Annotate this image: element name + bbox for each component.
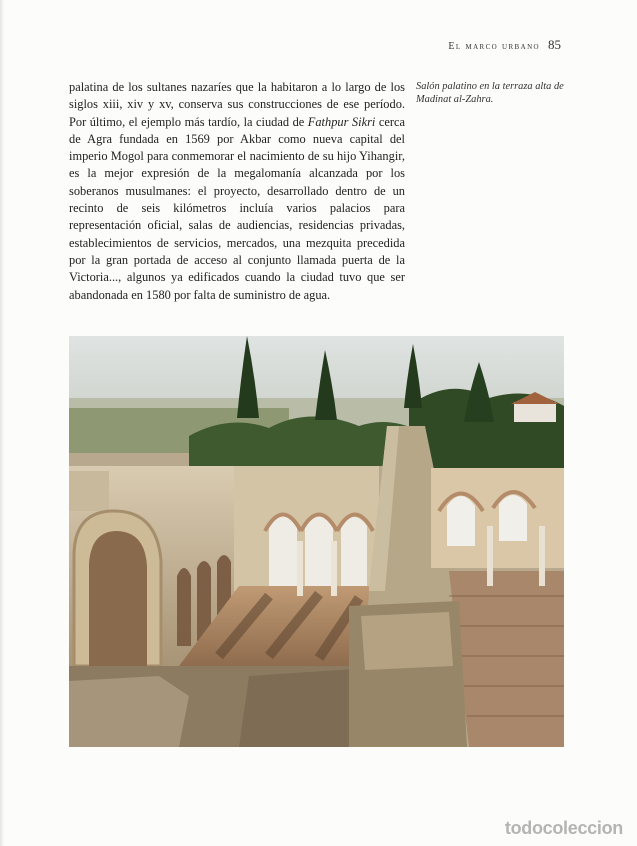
page-number: 85 (548, 37, 561, 52)
body-text-part-2: cerca de Agra fundada en 1569 por Akbar como nueva capital del imperio Mogol para conmemorar el nacimiento de su hijo Yihangir, es la mejor expresión de la megalomanía alcanzada por los soberanos musulmanes: el proyecto, desarrollado dentro de un recinto de seis kilómetros incluía varios palacios para representación oficial, salas de audiencias, residencias privadas, establecimientos de servicios, mercados, una mezquita precedida por la gran portada de acceso al conjunto llamada puerta de la Victoria..., algunos ya edificados cuando la ciudad tuvo que ser abandonada en 1580 por falta de suministro de agua. (69, 114, 405, 302)
photo-caption: Salón palatino en la terraza alta de Madinat al-Zahra. (416, 81, 564, 105)
running-header (448, 37, 561, 53)
ruins-photo-illustration (69, 336, 564, 747)
body-italic-place-name: Fathpur Sikri (307, 114, 376, 129)
ruins-photo (69, 336, 564, 747)
body-paragraph (69, 79, 405, 304)
page-edge-shadow (0, 0, 4, 846)
watermark-logo: todocoleccion (504, 818, 623, 838)
body-text-part-1: palatina de los sultanes nazaríes que la habitaron a lo largo de los siglos xiii, xiv y xv, conserva sus construcciones de ese período. Por último, el ejemplo más tardío, la ciudad de (69, 80, 405, 129)
header-section-title: El marco urbano (448, 41, 540, 52)
